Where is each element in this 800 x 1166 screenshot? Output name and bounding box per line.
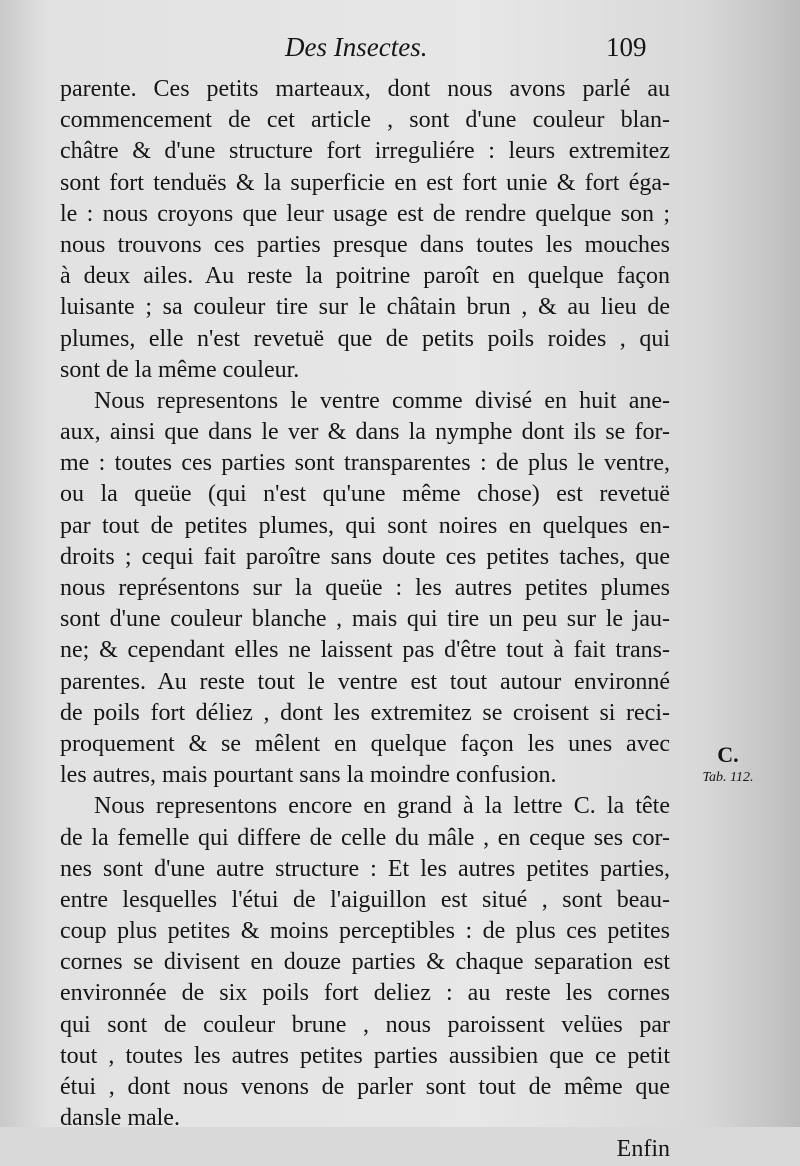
- catchword: Enfin: [616, 1136, 670, 1163]
- text-line: environnée de six poils fort deliez : au reste les cornes: [60, 980, 670, 1007]
- text-line: entre lesquelles l'étui de l'aiguillon est situé , sont beau-: [60, 886, 670, 913]
- text-line: commencement de cet article , sont d'une couleur blan-: [60, 107, 670, 134]
- text-line: me : toutes ces parties sont transparentes : de plus le ventre,: [60, 450, 670, 477]
- text-line: ne; & cependant elles ne laissent pas d'être tout à fait trans-: [60, 637, 670, 664]
- text-line: par tout de petites plumes, qui sont noires en quelques en-: [60, 512, 670, 539]
- body-text: [60, 74, 670, 1166]
- text-line: aux, ainsi que dans le ver & dans la nymphe dont ils se for-: [60, 419, 670, 446]
- text-line: luisante ; sa couleur tire sur le châtain brun , & au lieu de: [60, 294, 670, 321]
- text-line: ou la queüe (qui n'est qu'une même chose) est revetuë: [60, 481, 670, 508]
- text-line: plumes, elle n'est revetuë que de petits poils roides , qui: [60, 325, 670, 352]
- text-line: Nous representons le ventre comme divisé en huit ane-: [94, 387, 670, 414]
- text-line: dansle male.: [60, 1105, 180, 1132]
- text-line: parentes. Au reste tout le ventre est tout autour environné: [60, 668, 670, 695]
- running-title: Des Insectes.: [285, 32, 428, 62]
- text-line: droits ; cequi fait paroître sans doute ces petites taches, que: [60, 543, 670, 570]
- text-line: les autres, mais pourtant sans la moindre confusion.: [60, 762, 557, 789]
- page-number: 109: [606, 32, 647, 62]
- text-line: nous représentons sur la queüe : les autres petites plumes: [60, 575, 670, 601]
- text-line: qui sont de couleur brune , nous paroissent velües par: [60, 1011, 670, 1038]
- text-line: nes sont d'une autre structure : Et les autres petites parties,: [60, 855, 670, 882]
- text-line: Nous representons encore en grand à la lettre C. la tête: [94, 793, 670, 820]
- text-line: proquement & se mêlent en quelque façon les unes avec: [60, 730, 670, 757]
- text-line: tout , toutes les autres petites parties aussibien que ce petit: [60, 1042, 670, 1069]
- text-line: sont de la même couleur.: [60, 356, 300, 383]
- text-line: châtre & d'une structure fort irreguliére : leurs extremitez: [60, 138, 670, 165]
- text-line: parente. Ces petits marteaux, dont nous avons parlé au: [60, 76, 670, 102]
- text-line: de la femelle qui differe de celle du mâle , en ceque ses cor-: [60, 824, 670, 851]
- margin-note-letter: C.: [717, 742, 739, 767]
- text-line: le : nous croyons que leur usage est de rendre quelque son ;: [60, 200, 670, 227]
- text-line: sont fort tenduës & la superficie en est fort unie & fort éga-: [60, 169, 670, 196]
- text-line: étui , dont nous venons de parler sont tout de même que: [60, 1074, 670, 1100]
- text-line: à deux ailes. Au reste la poitrine paroît en quelque façon: [60, 263, 670, 290]
- page-header: [0, 30, 800, 70]
- text-line: de poils fort déliez , dont les extremitez se croisent si reci-: [60, 699, 670, 726]
- text-line: cornes se divisent en douze parties & chaque separation est: [60, 949, 670, 976]
- margin-note-table-ref: Tab. 112.: [702, 770, 754, 785]
- text-line: coup plus petites & moins perceptibles : de plus ces petites: [60, 918, 670, 945]
- text-line: sont d'une couleur blanche , mais qui tire un peu sur le jau-: [60, 606, 670, 633]
- text-line: nous trouvons ces parties presque dans toutes les mouches: [60, 231, 670, 258]
